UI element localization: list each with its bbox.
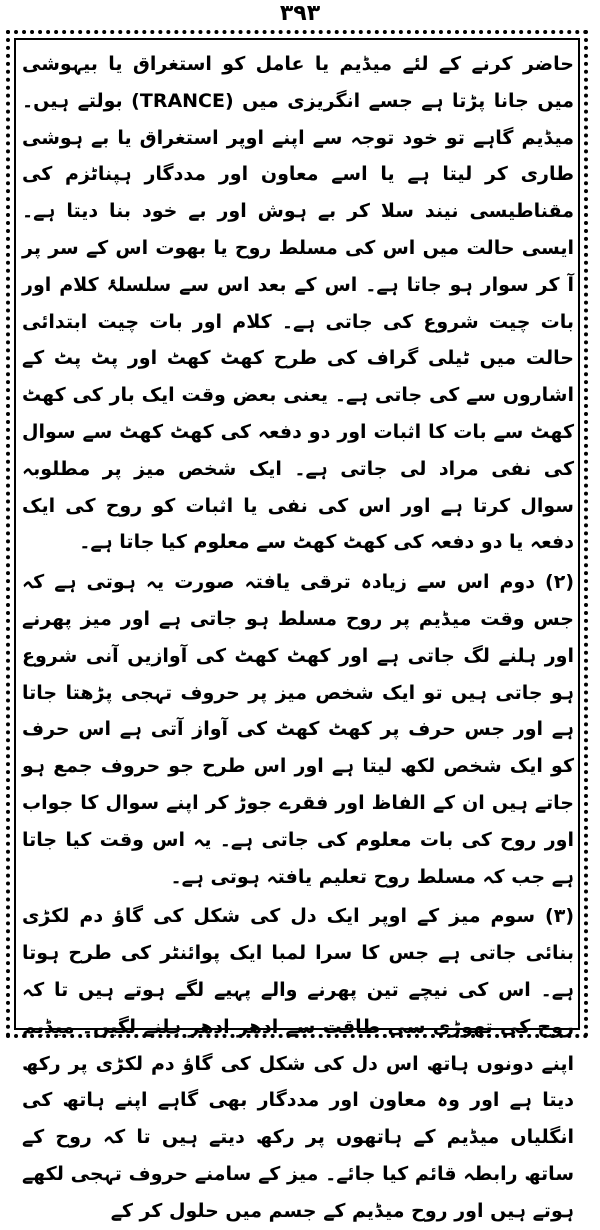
paragraph-trance: حاضر کرنے کے لئے میڈیم یا عامل کو استغراق یا بیہوشی میں جانا پڑتا ہے جسے انگریزی میں (TRANCE) بولتے ہیں۔ میڈیم گاہے تو خود توجہ سے اپنے اوپر استغراق یا بے ہوشی طاری کر لیتا ہے یا اسے معاون اور مددگار ہپناٹزم کی مقناطیسی نیند سلا کر بے ہوش اور بے خود بنا دیتا ہے۔ ایسی حالت میں اس کی مسلط روح یا بھوت اس کے سر پر آ کر سوار ہو جاتا ہے۔ اس کے بعد اس سے سلسلۂ کلام اور بات چیت شروع کی جاتی ہے۔ کلام اور بات چیت ابتدائی حالت میں ٹیلی گراف کی طرح کھٹ کھٹ اور پٹ پٹ کے اشاروں سے کی جاتی ہے۔ یعنی بعض وقت ایک بار کی کھٹ کھٹ سے بات کا اثبات اور دو دفعہ کی کھٹ کھٹ سے سوال کی نفی مراد لی جاتی ہے۔ ایک شخص میز پر مطلوبہ سوال کرتا ہے اور اس کی نفی یا اثبات کو روح کی ایک دفعہ یا دو دفعہ کی کھٹ کھٹ سے معلوم کیا جاتا ہے۔ [22, 53, 574, 554]
paragraph-third-method: (۳) سوم میز کے اوپر ایک دل کی شکل کی گاؤ دم لکڑی بنائی جاتی ہے جس کا سرا لمبا ایک پوائنٹر کی طرح ہوتا ہے۔ اس کی نیچے تین پھرنے والے پہیے لگے ہوتے ہیں تا کہ روح کی تھوڑی سی طاقت سے ادھر ادھر ہلنے لگیں۔ میڈیم اپنے دونوں ہاتھ اس دل کی شکل کی گاؤ دم لکڑی پر رکھ دیتا ہے اور وہ معاون اور مددگار بھی گاہے اپنے ہاتھ کی انگلیاں میڈیم کے ہاتھوں پر رکھ دیتے ہیں تا کہ روح کے ساتھ رابطہ قائم کیا جائے۔ میز کے سامنے حروف تہجی لکھے ہوتے ہیں اور روح میڈیم کے جسم میں حلول کر کے [22, 905, 574, 1222]
paragraph-second-method: (۲) دوم اس سے زیادہ ترقی یافتہ صورت یہ ہوتی ہے کہ جس وقت میڈیم پر روح مسلط ہو جاتی ہے اور میز پھرنے اور ہلنے لگ جاتی ہے اور کھٹ کھٹ کی آوازیں آنی شروع ہو جاتی ہیں تو ایک شخص میز پر حروف تہجی پڑھتا جاتا ہے اور جس حرف پر کھٹ کھٹ کی آواز آتی ہے اس حرف کو ایک شخص لکھ لیتا ہے اور اس طرح جو حروف جمع ہو جاتے ہیں ان کے الفاظ اور فقرے جوڑ کر اپنے سوال کا جواب اور روح کی بات معلوم کی جاتی ہے۔ یہ اس وقت کیا جاتا ہے جب کہ مسلط روح تعلیم یافتہ ہوتی ہے۔ [22, 571, 574, 888]
page-number: ٣٩٣ [279, 1, 321, 26]
text-body [22, 46, 574, 1222]
